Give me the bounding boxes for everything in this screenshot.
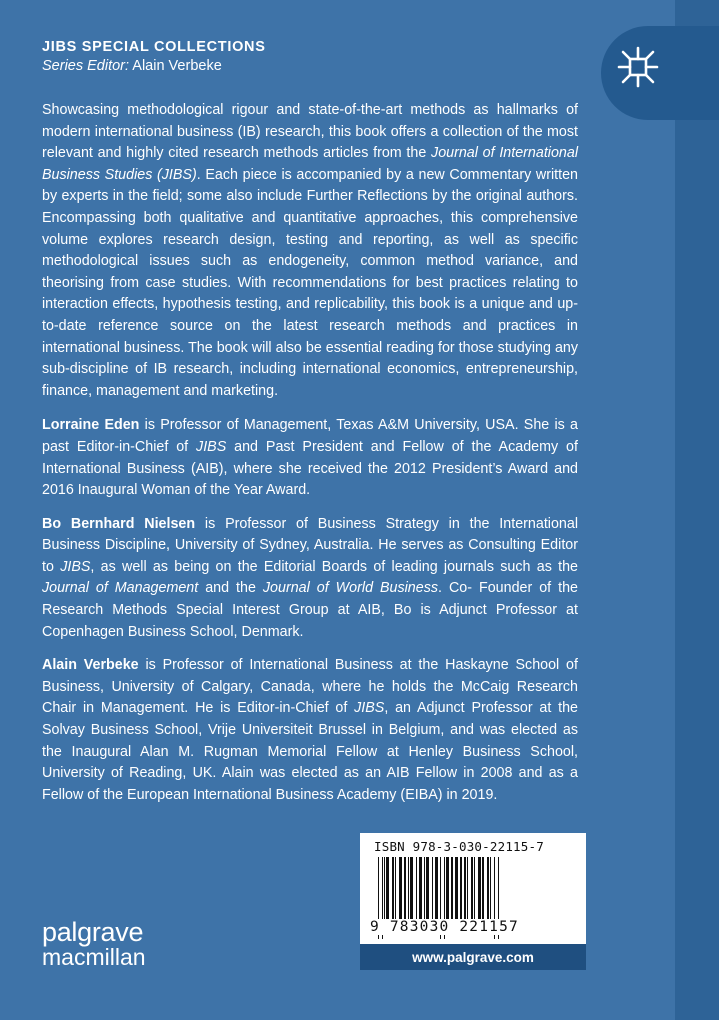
barcode-stripe — [435, 857, 438, 927]
barcode-stripe — [419, 857, 422, 927]
book-description: Showcasing methodological rigour and state-of-the-art methods as hallmarks of modern international business (IB) research, this book offers a collection of the most relevant and highly cited research methods articles from the Journal of International Business Studies (JIBS). Each piece is accompanied by a new Commentary written by experts in the field; some also include Further Reflections by the original authors. Encompassing both qualitative and quantitative approaches, this comprehensive volume explores research design, testing and reporting, as well as specific methodological issues such as endogeneity, common method variance, and theorising from case studies. With recommendations for best practices relating to interaction effects, hypothesis testing, and replicability, this book is a unique and up-to-date reference source on the latest research methods and practices in international business. The book will also be essential reading for those studying any sub-discipline of IB research, including international economics, entrepreneurship, finance, management and marketing. — [42, 102, 579, 399]
barcode-stripe — [451, 857, 453, 927]
barcode-stripe — [460, 857, 462, 927]
back-cover-text — [42, 100, 578, 806]
barcode-stripe — [478, 857, 481, 927]
publisher-name-line1: palgrave — [42, 917, 144, 947]
barcode-stripe — [404, 857, 406, 927]
author-name: Lorraine Eden — [42, 417, 140, 434]
bio-bo-bernhard-nielsen: Bo Bernhard Nielsen is Professor of Business Strategy in the International Business Discipline, University of Sydney, Australia. He serves as Consulting Editor to JIBS, as well as being on the Editorial Boards of leading journals such as the Journal of Management and the Journal of World Business. Co- Founder of the Research Methods Special Interest Group at AIB, Bo is Adjunct Professor at Copenhagen Business School, Denmark. — [42, 515, 578, 640]
publisher-logo — [42, 919, 146, 969]
author-name: Bo Bernhard Nielsen — [42, 515, 196, 532]
barcode-stripe — [424, 857, 425, 927]
barcode-stripe — [416, 857, 417, 927]
barcode-stripe — [471, 857, 473, 927]
barcode-stripe — [446, 857, 449, 927]
barcode-stripe — [426, 857, 429, 927]
bio-alain-verbeke: Alain Verbeke is Professor of International Business at the Haskayne School of Business, University of Calgary, Canada, where he holds the McCaig Research Chair in Management. He is Editor-in-Chief of JIBS, an Adjunct Professor at the Solvay Business School, Vrije Universiteit Brussel in Belgium, and was elected as the Inaugural Alan M. Rugman Memorial Fellow at Henley Business School, University of Reading, UK. Alain was elected as an AIB Fellow in 2008 and as a Fellow of the European International Business Academy (EIBA) in 2019. — [42, 657, 578, 803]
bio-lorraine-eden: Lorraine Eden is Professor of Management, Texas A&M University, USA. She is a past Editor-in-Chief of JIBS and Past President and Fellow of the Academy of International Business (AIB), where she received the 2012 President’s Award and 2016 Inaugural Woman of the Year Award. — [42, 417, 578, 499]
series-editor-label: Series Editor: — [42, 58, 130, 74]
series-editor — [42, 56, 266, 76]
barcode-stripe — [408, 857, 409, 927]
series-header — [42, 38, 266, 76]
barcode-digits: 9 783030 221157 — [370, 919, 519, 935]
barcode-stripe — [392, 857, 394, 927]
barcode-stripe — [482, 857, 484, 927]
isbn-number: ISBN 978-3-030-22115-7 — [374, 839, 544, 854]
barcode-stripe — [490, 857, 491, 927]
barcode-stripe — [487, 857, 489, 927]
palgrave-logo-icon — [617, 46, 659, 88]
barcode-stripe — [432, 857, 433, 927]
barcode-stripe — [395, 857, 396, 927]
publisher-name-line2: macmillan — [42, 944, 146, 970]
barcode-stripe — [467, 857, 468, 927]
series-editor-name: Alain Verbeke — [132, 58, 222, 74]
barcode-stripe — [464, 857, 466, 927]
barcode-stripe — [384, 857, 385, 927]
barcode-stripe — [386, 857, 389, 927]
barcode-stripe — [399, 857, 402, 927]
series-title: JIBS SPECIAL COLLECTIONS — [42, 39, 266, 55]
barcode-stripe — [474, 857, 475, 927]
barcode-stripe — [410, 857, 413, 927]
book-spine — [675, 0, 719, 1020]
author-name: Alain Verbeke — [42, 657, 139, 674]
journal-title: Journal of International Business Studies (JIBS) — [42, 145, 579, 183]
publisher-website[interactable]: www.palgrave.com — [360, 944, 586, 970]
palgrave-logo-tab — [601, 26, 719, 120]
barcode-stripe — [455, 857, 458, 927]
